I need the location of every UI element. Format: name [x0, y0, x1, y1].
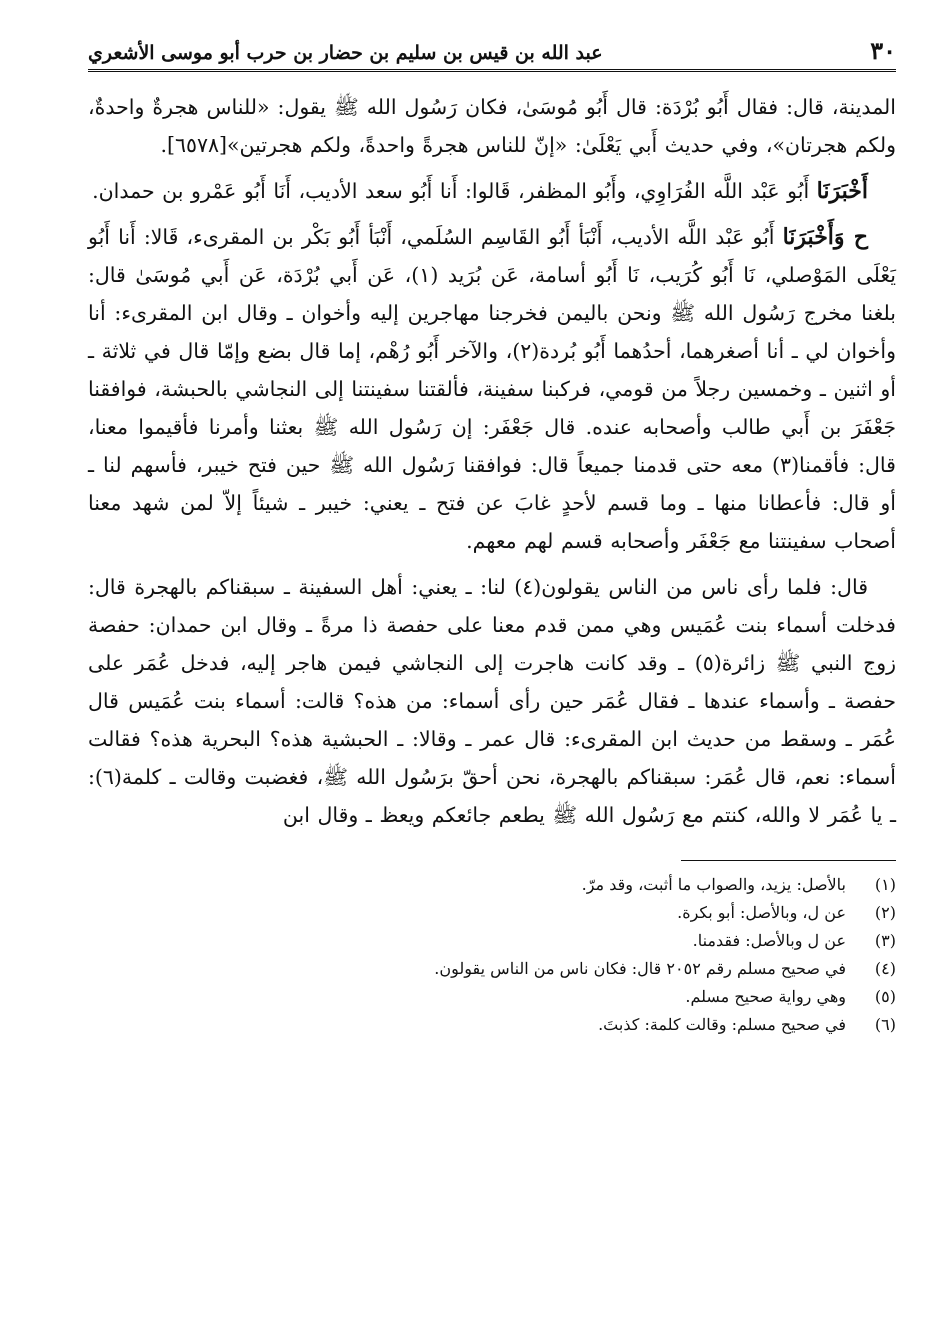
footnote-text: في صحيح مسلم رقم ٢٠٥٢ قال: فكان ناس من الناس يقولون. — [434, 959, 846, 978]
paragraph — [88, 172, 896, 210]
footnote-text: بالأصل: يزيد، والصواب ما أثبت، وقد مرّ. — [581, 875, 846, 894]
footnote-text: عن ل، وبالأصل: أبو بكرة. — [677, 903, 846, 922]
page-number: ٣٠ — [870, 36, 896, 65]
footnote-text: في صحيح مسلم: وقالت كلمة: كذبتَ. — [598, 1015, 846, 1034]
footnote-number: (٥) — [874, 987, 896, 1006]
footnote-number: (٤) — [874, 959, 896, 978]
paragraph — [88, 568, 896, 834]
footnote-item — [88, 983, 896, 1011]
footnote-number: (٢) — [874, 903, 896, 922]
footnote-divider — [681, 860, 896, 861]
footnote-text: عن ل وبالأصل: فقدمنا. — [692, 931, 846, 950]
paragraph-text: المدينة، قال: فقال أَبُو بُرْدَة: قال أَبُو مُوسَىٰ، فكان رَسُول الله ﷺ يقول: «للناس هجرةٌ واحدةٌ، ولكم هجرتان»، وفي حديث أَبي يَعْلَىٰ: «إنّ للناس هجرةً واحدةً، ولكم هجرتين»[٦٥٧٨]. — [88, 95, 896, 157]
running-head — [88, 30, 896, 72]
footnote-item — [88, 1011, 896, 1039]
book-page — [88, 30, 896, 1310]
footnote-item — [88, 955, 896, 983]
footnote-number: (١) — [874, 875, 896, 894]
footnotes — [88, 871, 896, 1039]
paragraph — [88, 218, 896, 560]
paragraph-text: أَبُو عَبْد اللَّه الأديب، أَنْبَأ أَبُو القَاسِم السُلَمي، أَنْبَأ أَبُو بَكْر بن المقرىء، قَالا: أَنا أَبُو يَعْلَى المَوْصلي، نَا أَبُو كُرَيب، نَا أَبُو أسامة، عَن بُرَيد (١)، عَن أَبي بُرْدَة، عَن أَبي مُوسَىٰ قال: بلغنا مخرج رَسُول الله ﷺ ونحن باليمن فخرجنا مهاجرين إليه وأخوان ـ وقال ابن المقرىء: أنا وأخوان لي ـ أنا أصغرهما، أحدُهما أَبُو بُردة(٢)، والآخر أَبُو رُهْم، إما قال بضع وإمّا قال في ثلاثة ـ أو اثنين ـ وخمسين رجلاً من قومي، فركبنا سفينة، فألقتنا سفينتنا إلى النجاشي بالحبشة، فوافقنا جَعْفَرَ بن أَبي طالب وأصحابه عنده. قال جَعْفَر: إن رَسُول الله ﷺ بعثنا وأمرنا فأقيموا معنا، قال: فأقمنا(٣) معه حتى قدمنا جميعاً قال: فوافقنا رَسُول الله ﷺ حين فتح خيبر، فأسهم لنا ـ أو قال: فأعطانا منها ـ وما قسم لأحدٍ غابَ عن فتح ـ يعني: خيبر ـ شيئاً إلاّ لمن شهد معنا أصحاب سفينتنا مع جَعْفَر وأصحابه قسم لهم معهم. — [88, 225, 896, 553]
paragraph-text: قال: فلما رأى ناس من الناس يقولون(٤) لنا: ـ يعني: أهل السفينة ـ سبقناكم بالهجرة قال: فدخلت أسماء بنت عُمَيس وهي ممن قدم معنا على حفصة ذا مرةً ـ وقال ابن حمدان: حفصة زوج النبي ﷺ زائرة(٥) ـ وقد كانت هاجرت إلى النجاشي فيمن هاجر إليه، فدخل عُمَر على حفصة ـ وأسماء عندها ـ فقال عُمَر حين رأى أسماء: من هذه؟ قالت: أسماء بنت عُمَيس قال عُمَر ـ وسقط من حديث ابن المقرىء: قال عمر ـ وقالا: ـ الحبشية هذه؟ البحرية هذه؟ فقالت أسماء: نعم، قال عُمَر: سبقناكم بالهجرة، نحن أحقّ برَسُول الله ﷺ، فغضبت وقالت ـ كلمة(٦): ـ يا عُمَر لا والله، كنتم مع رَسُول الله ﷺ يطعم جائعكم ويعظ ـ وقال ابن — [88, 575, 896, 827]
footnote-number: (٦) — [874, 1015, 896, 1034]
running-head-title: عبد الله بن قيس بن سليم بن حضار بن حرب أبو موسى الأشعري — [88, 42, 603, 64]
footnote-number: (٣) — [874, 931, 896, 950]
paragraph — [88, 88, 896, 164]
body-text — [88, 88, 896, 834]
paragraph-lead: ح وَأَخْبَرَنَا — [782, 224, 868, 250]
footnote-item — [88, 871, 896, 899]
footnote-text: وهي رواية صحيح مسلم. — [685, 987, 846, 1006]
paragraph-lead: أَخْبَرَنَا — [816, 178, 868, 204]
footnote-item — [88, 927, 896, 955]
paragraph-text: أَبُو عَبْد اللَّه الفُرَاوِي، وأَبُو المظفر، قَالوا: أَنا أَبُو سعد الأديب، أَنَا أَبُو عَمْرو بن حمدان. — [92, 179, 810, 203]
footnote-item — [88, 899, 896, 927]
